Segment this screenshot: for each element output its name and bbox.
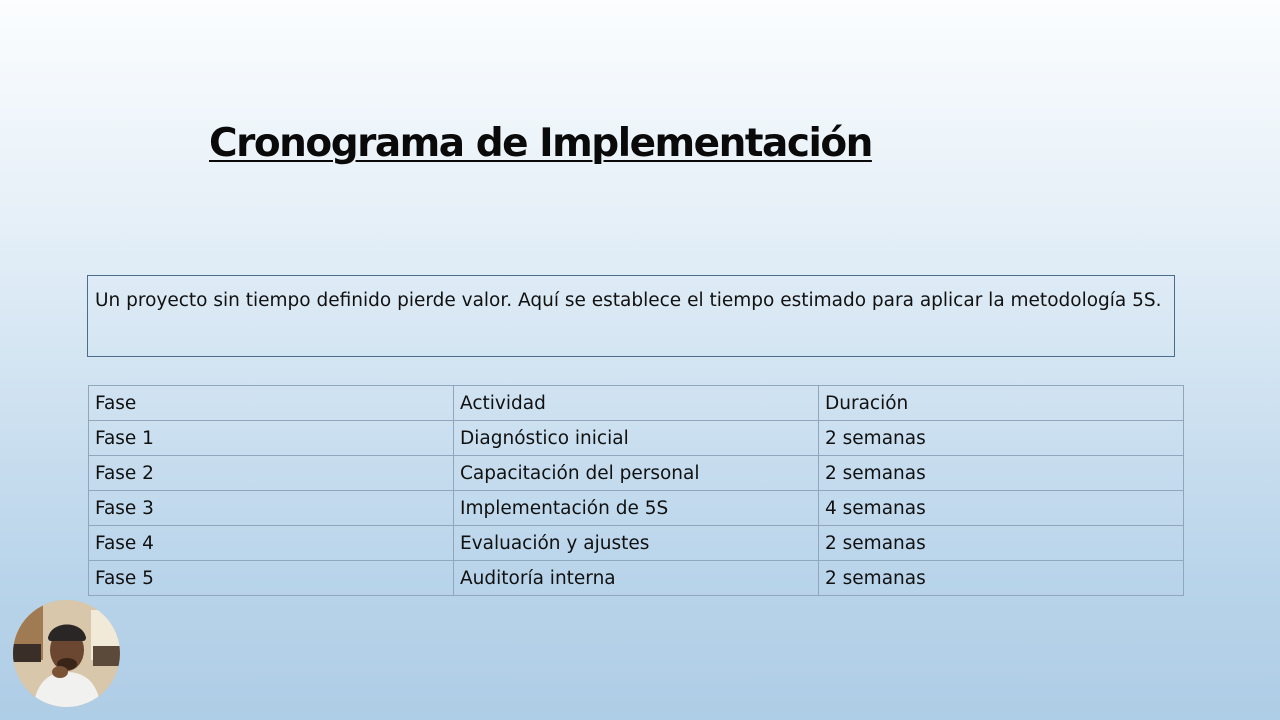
intro-text-box <box>87 275 1175 357</box>
table-row <box>89 561 1184 596</box>
table-row <box>89 491 1184 526</box>
table-cell: Evaluación y ajustes <box>454 526 819 561</box>
presenter-webcam-icon <box>13 600 120 707</box>
table-cell: 2 semanas <box>819 421 1184 456</box>
table-cell: 2 semanas <box>819 456 1184 491</box>
table-cell: Fase 3 <box>89 491 454 526</box>
intro-text: Un proyecto sin tiempo definido pierde valor. Aquí se establece el tiempo estimado para aplicar la metodología 5S. <box>95 290 1162 311</box>
table-cell: 2 semanas <box>819 526 1184 561</box>
table-cell: 4 semanas <box>819 491 1184 526</box>
slide-title: Cronograma de Implementación <box>209 121 872 166</box>
table-cell: Implementación de 5S <box>454 491 819 526</box>
table-cell: Fase 4 <box>89 526 454 561</box>
table-row <box>89 526 1184 561</box>
table-cell: Capacitación del personal <box>454 456 819 491</box>
table-cell: Diagnóstico inicial <box>454 421 819 456</box>
schedule-table <box>88 385 1184 596</box>
table-cell: Fase 1 <box>89 421 454 456</box>
header-cell-duracion: Duración <box>819 386 1184 421</box>
header-cell-actividad: Actividad <box>454 386 819 421</box>
table-cell: Fase 5 <box>89 561 454 596</box>
table-cell: Auditoría interna <box>454 561 819 596</box>
table-header-row <box>89 386 1184 421</box>
table-row <box>89 421 1184 456</box>
header-cell-fase: Fase <box>89 386 454 421</box>
table-cell: 2 semanas <box>819 561 1184 596</box>
table-row <box>89 456 1184 491</box>
table-cell: Fase 2 <box>89 456 454 491</box>
